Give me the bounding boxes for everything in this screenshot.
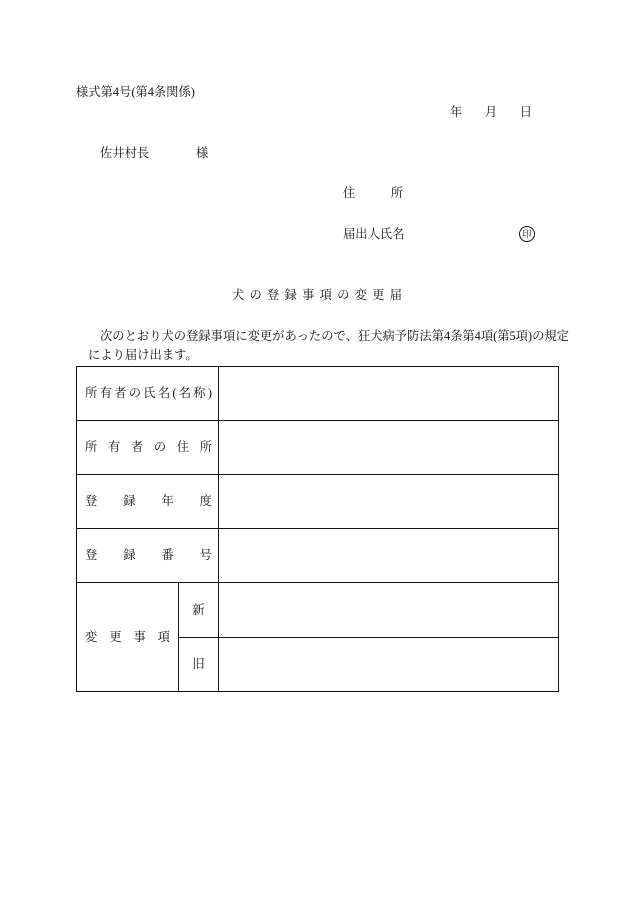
label-char: 事	[133, 629, 146, 644]
table-row-owner-name	[77, 367, 559, 421]
label-char: 名	[157, 386, 171, 401]
label-char: 住	[176, 440, 190, 455]
label-char: 住	[343, 186, 356, 200]
registration-number-label-cell	[77, 529, 219, 583]
label-char: 更	[109, 629, 122, 644]
document-title	[232, 289, 402, 301]
addressee-name: 佐井村長	[100, 146, 150, 160]
label-char: 有	[107, 440, 121, 455]
label-char: 月	[484, 105, 498, 119]
change-label	[85, 631, 170, 643]
label-char: の	[249, 288, 262, 302]
change-old-field[interactable]	[219, 638, 559, 692]
form-number: 様式第4号(第4条関係)	[76, 85, 195, 99]
owner-name-label	[85, 387, 212, 399]
label-char: 所	[199, 440, 212, 455]
owner-address-label	[85, 441, 212, 453]
label-char: 変	[354, 288, 367, 302]
label-char: )	[207, 386, 212, 401]
label-char: の	[337, 288, 350, 302]
applicant-name-label: 届出人氏名	[343, 227, 405, 241]
label-char: 番	[161, 548, 174, 563]
label-char: 名	[178, 386, 192, 401]
label-char: 者	[114, 386, 127, 401]
seal-mark: 印	[519, 226, 535, 242]
registration-number-label	[85, 549, 212, 561]
label-char: 年	[450, 105, 463, 119]
applicant-address-label	[343, 187, 403, 199]
table-row-owner-address	[77, 421, 559, 475]
label-char: 日	[519, 105, 532, 119]
label-char: 項	[157, 629, 170, 644]
label-char: の	[153, 440, 167, 455]
label-char: 録	[123, 494, 136, 509]
intro-text-line: により届け出ます。	[88, 348, 198, 362]
addressee-honorific: 様	[196, 146, 209, 160]
registration-year-label-cell	[77, 475, 219, 529]
label-char: 犬	[232, 288, 245, 302]
label-char: 項	[319, 288, 332, 302]
label-char: 年	[161, 494, 174, 509]
label-char: 録	[284, 288, 297, 302]
label-char: 所	[390, 186, 403, 200]
label-char: 氏	[143, 386, 156, 401]
registration-number-field[interactable]	[219, 529, 559, 583]
label-char: 変	[85, 629, 98, 644]
owner-name-field[interactable]	[219, 367, 559, 421]
intro-text-line: 次のとおり犬の登録事項に変更があったので、狂犬病予防法第4条第4項(第5項)の規定	[100, 329, 569, 343]
label-char: 事	[302, 288, 315, 302]
label-char: 所	[85, 386, 98, 401]
label-char: の	[128, 386, 141, 401]
change-details-table	[76, 366, 559, 692]
table-row-registration-year	[77, 475, 559, 529]
table-row-registration-number	[77, 529, 559, 583]
label-char: 者	[130, 440, 144, 455]
label-char: 登	[85, 548, 98, 563]
label-char: 有	[99, 386, 112, 401]
table-row-change-new	[77, 583, 559, 638]
date-line	[450, 106, 532, 118]
label-char: 更	[372, 288, 385, 302]
label-char: 号	[199, 548, 212, 563]
label-char: 録	[123, 548, 136, 563]
owner-address-field[interactable]	[219, 421, 559, 475]
label-char: 届	[389, 288, 402, 302]
registration-year-field[interactable]	[219, 475, 559, 529]
change-label-cell	[77, 583, 179, 692]
new-label: 新	[179, 583, 219, 638]
owner-address-label-cell	[77, 421, 219, 475]
change-new-field[interactable]	[219, 583, 559, 638]
owner-name-label-cell	[77, 367, 219, 421]
label-char: 登	[267, 288, 280, 302]
label-char: 登	[85, 494, 98, 509]
registration-year-label	[85, 495, 212, 507]
label-char: 称	[193, 386, 206, 401]
label-char: 度	[199, 494, 212, 509]
label-char: 所	[85, 440, 98, 455]
label-char: (	[172, 386, 177, 401]
old-label: 旧	[179, 638, 219, 692]
